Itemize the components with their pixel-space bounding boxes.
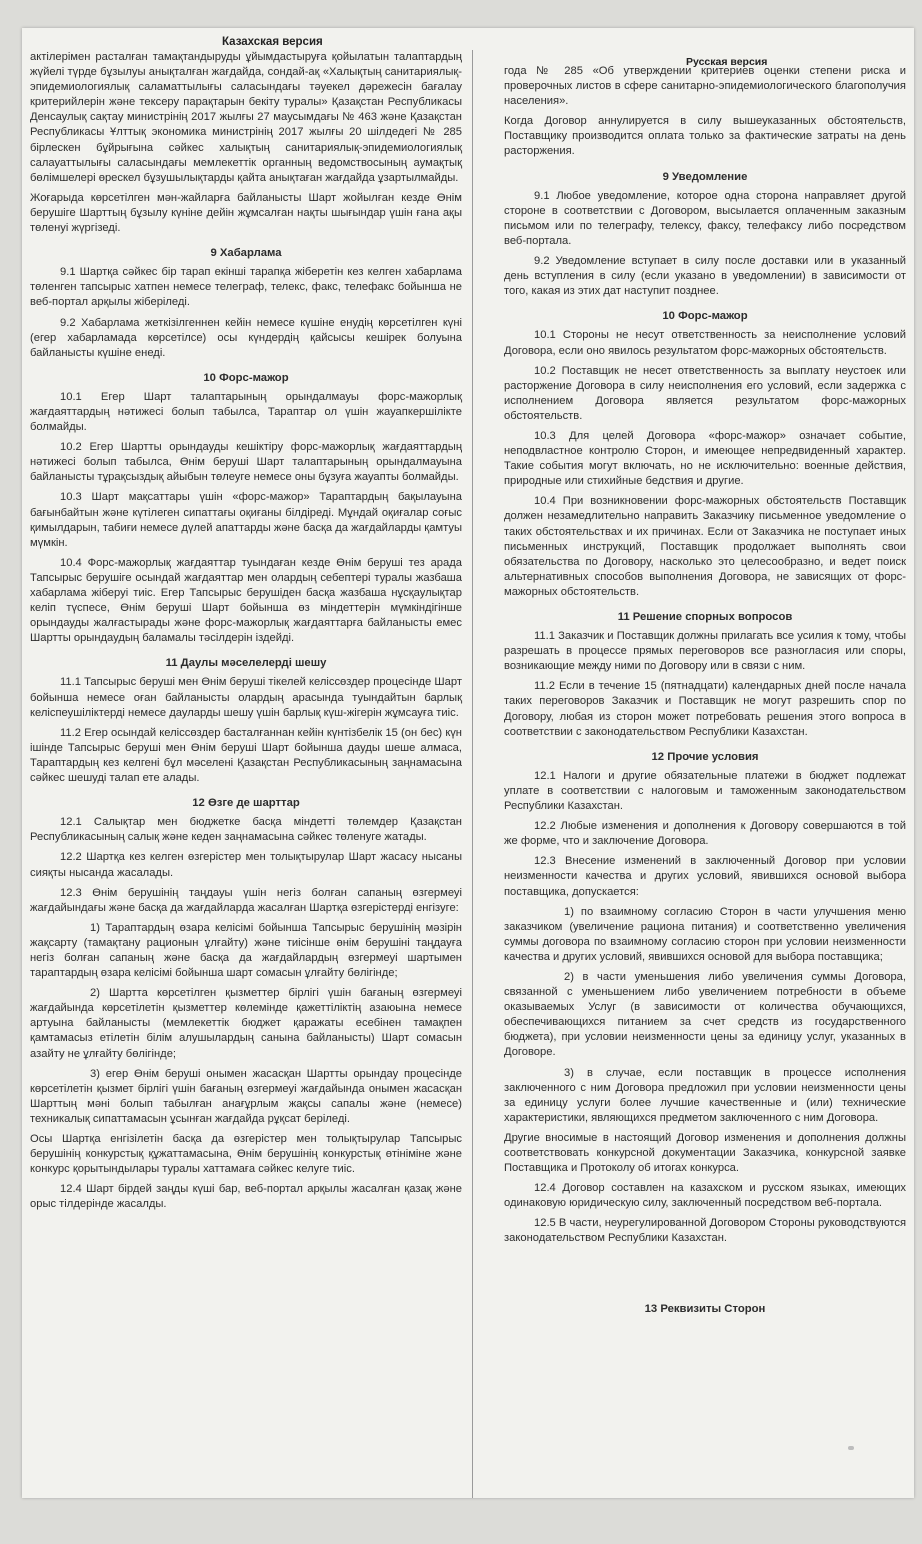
kz-section-10-heading: 10 Форс-мажор: [203, 371, 289, 384]
kazakh-version-title: Казахская версия: [222, 36, 323, 48]
ru-clause-12-3-after: Другие вносимые в настоящий Договор изменения и дополнения должны соответствовать конкурсной документации Заказчика, конкурсной заявке Поставщика и Протоколу об итогах конкурса.: [504, 1131, 906, 1175]
kz-clause-12-3-item-1: 1) Тараптардың өзара келісімі бойынша Тапсырыс берушінің мәзірін жақсарту (тамақтану рационын ұлғайту) және тиісінше өнім берушіні таңдауға негіз болған сапаның және басқа да жағдайлардың өзгермеуі шартымен тараптардың өзара келісімі бойынша шарт сомасын ұлғайту бөлігінде;: [30, 921, 462, 980]
ru-clause-12-4: 12.4 Договор составлен на казахском и русском языках, имеющих одинаковую юридическую силу, заключенный посредством веб-портала.: [504, 1182, 906, 1210]
kz-clause-12-4: 12.4 Шарт бірдей заңды күші бар, веб-портал арқылы жасалған қазақ және орыс тілдерінде жасалды.: [30, 1183, 462, 1211]
kz-clause-10-1: 10.1 Егер Шарт талаптарының орындалмауы форс-мажорлық жағдаяттардың нәтижесі болып табылса, Тараптар ол үшін жауапкершілікте болмайды.: [30, 390, 462, 434]
blank-space: [504, 1252, 906, 1292]
kz-clause-9-2: 9.2 Хабарлама жеткізілгеннен кейін немесе күшіне енудің көрсетілген күні (егер хабарламада көрсетілсе) осы күндердің қайсысы кешірек болуына байланысты күшіне енеді.: [30, 316, 462, 359]
ru-annul-paragraph: Когда Договор аннулируется в силу вышеуказанных обстоятельств, Поставщику производится оплата только за фактические затраты на день расторжения.: [504, 115, 906, 158]
kz-clause-12-3: 12.3 Өнім берушінің таңдауы үшін негіз болған сапаның өзгермеуі жағдайындағы және басқа да жағдайларда жасалған Шартқа өзгерістерді енгізуге:: [30, 886, 462, 914]
ru-clause-12-5: 12.5 В части, неурегулированной Договором Стороны руководствуются законодательством Республики Казахстан.: [504, 1217, 906, 1245]
scan-mark: [848, 1446, 854, 1450]
ru-intro-paragraph: года № 285 «Об утверждении критериев оценки степени риска и проверочных листов в сфере санитарно-эпидемиологического благополучия населения».: [504, 65, 906, 108]
kz-clause-12-1: 12.1 Салықтар мен бюджетке басқа міндетті төлемдер Қазақстан Республикасының салық және кеден заңнамасына сәйкес төленуге жатады.: [30, 816, 462, 844]
kz-clause-12-3-after: Осы Шартқа енгізілетін басқа да өзгерістер мен толықтырулар Тапсырыс берушінің конкурстық құжаттамасына, Өнім берушінің конкурстық өтініміне және конкурс қорытындылары туралы хаттамаға сәйкес келуге тиіс.: [30, 1133, 462, 1176]
ru-clause-12-3-item-3: 3) в случае, если поставщик в процессе исполнения заключенного с ним Договора предложил при условии неизменности цены за единицу услуги более лучшие качественные и (или) технические характеристики, являющихся предметом заключенного с ним Договора.: [504, 1066, 906, 1124]
ru-section-12-heading: 12 Прочие условия: [651, 750, 759, 763]
kz-clause-12-3-item-3: 3) егер Өнім беруші онымен жасасқан Шартты орындау процесінде көрсетілетін қызмет бірлігі үшін бағаның өзгермеуі жағдайында онымен жасасқан Шарттың мәні болып табылған анағұрлым жақсы сапалы және (немесе) техникалық сипаттамасын ұсынған жағдайда рұқсат беріледі.: [30, 1067, 462, 1125]
kz-section-12-heading: 12 Өзге де шарттар: [192, 797, 300, 810]
ru-section-11-heading: 11 Решение спорных вопросов: [617, 611, 793, 623]
ru-section-13-heading: 13 Реквизиты Сторон: [644, 1302, 766, 1315]
kz-clause-12-3-item-2: 2) Шартта көрсетілген қызметтер бірлігі үшін бағаның өзгермеуі жағдайында көрсетілетін қызметтер көлемінде қажеттіліктің азаюына немесе артуына байланысты (мемлекеттік бюджет қаражаты есебінен тамақпен қамтамасыз етілетін білім алушылардың санына байланысты) Шарт сомасын азайту не ұлғайту бөлігінде;: [30, 987, 462, 1060]
ru-clause-12-1: 12.1 Налоги и другие обязательные платежи в бюджет подлежат уплате в соответствии с налоговым и таможенным законодательством Республики Казахстан.: [504, 769, 906, 813]
kz-intro-paragraph: актілерімен расталған тамақтандыруды ұйымдастыруға қойылатын талаптардың жүйелі түрде бұзылуы анықталған жағдайда, сондай-ақ «Халықтың санитариялық-эпидемиологиялық саламаттылығы саласындағы тәуекел дәрежесін бағалау критерийлерін және тексеру парақтарын бекіту туралы» Қазақстан Республикасы Денсаулық сақтау министрінің 2017 жылғы 27 маусымдағы № 463 және Қазақстан Республикасы Ұлттық экономика министрінің 2017 жылғы 20 шілдедегі № 285 бірлескен бұйрығына сәйкес халықтың санитариялық-эпидемиологиялық салауаттылығы саласындағы мемлекеттік органның ведомствосының аумақтық бөлімшелері өрескел бұзушылықтарды қайта анықтаған жағдайда ұзартылмайды.: [30, 51, 462, 184]
kz-section-11-heading: 11 Даулы мәселелерді шешу: [165, 657, 327, 670]
kz-termination-paragraph: Жоғарыда көрсетілген мән-жайларға байланысты Шарт жойылған кезде Өнім берушіге Шарттың бұзылу күніне дейін жұмсалған нақты шығындар үшін ғана ақы төленуі жүргізеді.: [30, 191, 462, 235]
kz-clause-10-4: 10.4 Форс-мажорлық жағдаяттар туындаған кезде Өнім беруші тез арада Тапсырыс берушіге осындай жағдаяттар мен олардың себептері туралы жазбаша хабарлама жіберуі тиіс. Егер Тапсырыс берушіден басқа жазбаша нұсқаулықтар келіп түспесе, Өнім беруші Шарт бойынша өз міндеттерін мүмкіндігінше орындауды жалғастырады және форс-мажорлық жағдаяттарға байланысты емес Шартты орындаудың баламалы тәсілдерін іздейді.: [30, 556, 462, 645]
ru-section-10-heading: 10 Форс-мажор: [662, 310, 748, 323]
ru-clause-12-2: 12.2 Любые изменения и дополнения к Договору совершаются в той же форме, что и заключение Договора.: [504, 820, 906, 848]
ru-clause-11-2: 11.2 Если в течение 15 (пятнадцати) календарных дней после начала таких переговоров Заказчик и Поставщик не могут разрешить спор по Договору, любая из сторон может потребовать решения этого вопроса в соответствии с законодательством Республики Казахстан.: [504, 680, 906, 738]
kz-clause-11-2: 11.2 Егер осындай келіссөздер басталғаннан кейін күнтізбелік 15 (он бес) күн ішінде Тапсырыс беруші мен Өнім беруші Шарт бойынша дауды шеше алмаса, Тараптардың кез келгені бұл мәселені Қазақстан Республикасының заңнамасына сәйкес шешуді талап ете алады.: [30, 726, 462, 785]
kazakh-column: [30, 50, 473, 1498]
kz-section-9-heading: 9 Хабарлама: [210, 247, 282, 260]
russian-column: [504, 64, 906, 1498]
ru-clause-10-2: 10.2 Поставщик не несет ответственность за выплату неустоек или расторжение Договора в силу неисполнения его условий, если задержка с исполнением Договора является результатом форс-мажорных обстоятельств.: [504, 364, 906, 422]
kz-clause-11-1: 11.1 Тапсырыс беруші мен Өнім беруші тікелей келіссөздер процесінде Шарт бойынша немесе оған байланысты олардың арасында туындайтын барлық келіспеушіліктерді немесе дауларды шешу үшін барлық күш-жігерін жұмсауға тиіс.: [30, 676, 462, 719]
ru-clause-12-3-item-2: 2) в части уменьшения либо увеличения суммы Договора, связанной с уменьшением либо увеличением потребности в объеме оказываемых Услуг (в зависимости от количества обучающихся, обеспечивающихся питанием за счет средств из государственного бюджета), при условии неизменности цены за единицу услуг, указанных в Договоре.: [504, 970, 906, 1059]
ru-clause-9-1: 9.1 Любое уведомление, которое одна сторона направляет другой стороне в соответствии с Договором, высылается оплаченным заказным письмом или по телеграфу, телексу, факсу, телефаксу либо посредством веб-портала.: [504, 189, 906, 247]
ru-section-9-heading: 9 Уведомление: [662, 170, 748, 183]
ru-clause-10-3: 10.3 Для целей Договора «форс-мажор» означает событие, неподвластное контролю Сторон, и имеющее непредвиденный характер. Такие события могут включать, но не исключительно: военные действия, природные или стихийные бедствия и другие.: [504, 429, 906, 488]
document-page: [22, 28, 914, 1498]
ru-clause-10-4: 10.4 При возникновении форс-мажорных обстоятельств Поставщик должен незамедлительно направить Заказчику письменное уведомление о таких обстоятельствах и их причинах. Если от Заказчика не поступает иных письменных инструкций, Поставщик продолжает выполнять свои обязательства по Договору, насколько это целесообразно, и ведет поиск альтернативных способов выполнения Договора, не зависящих от форс-мажорных обстоятельств.: [504, 495, 906, 598]
kz-clause-10-3: 10.3 Шарт мақсаттары үшін «форс-мажор» Тараптардың бақылауына бағынбайтын және күтілеген сипаттағы оқиғаны білдіреді. Мұндай оқиғалар соғыс қимылдарын, табиғи немесе дүлей апаттарды және басқа да жағдайларды қамтуы мүмкін.: [30, 491, 462, 549]
russian-version-title: Русская версия: [686, 56, 768, 68]
kz-clause-9-1: 9.1 Шартқа сәйкес бір тарап екінші тарапқа жіберетін кез келген хабарлама төленген тапсырыс хатпен немесе телеграф, телекс, факс, телефакс бойынша не веб-портал арқылы жіберіледі.: [30, 266, 462, 309]
ru-clause-11-1: 11.1 Заказчик и Поставщик должны прилагать все усилия к тому, чтобы разрешать в процессе прямых переговоров все разногласия или споры, возникающие между ними по Договору или в связи с ним.: [504, 630, 906, 673]
kz-clause-10-2: 10.2 Егер Шартты орындауды кешіктіру форс-мажорлық жағдаяттардың нәтижесі болып табылса, Өнім беруші Шарт талаптарының орындалмауына байланысты тұрақсыздық айыбын төлеуге немесе оны бұзуға жауапты болмайды.: [30, 441, 462, 484]
ru-clause-12-3: 12.3 Внесение изменений в заключенный Договор при условии неизменности качества и других условий, явившихся основой выбора поставщика, допускается:: [504, 855, 906, 898]
ru-clause-10-1: 10.1 Стороны не несут ответственность за неисполнение условий Договора, если оно явилось результатом форс-мажорных обстоятельств.: [504, 329, 906, 357]
ru-clause-9-2: 9.2 Уведомление вступает в силу после доставки или в указанный день вступления в силу (если указано в уведомлении) в зависимости от того, какая из этих дат наступит позднее.: [504, 255, 906, 298]
kz-clause-12-2: 12.2 Шартқа кез келген өзгерістер мен толықтырулар Шарт жасасу нысаны сияқты нысанда жасалады.: [30, 851, 462, 879]
ru-clause-12-3-item-1: 1) по взаимному согласию Сторон в части улучшения меню заказчиком (увеличение рациона питания) и соответственно увеличения суммы договора по взаимному согласию сторон при условии неизменности качества и других условий, явившихся основой для выбора поставщика;: [504, 905, 906, 963]
